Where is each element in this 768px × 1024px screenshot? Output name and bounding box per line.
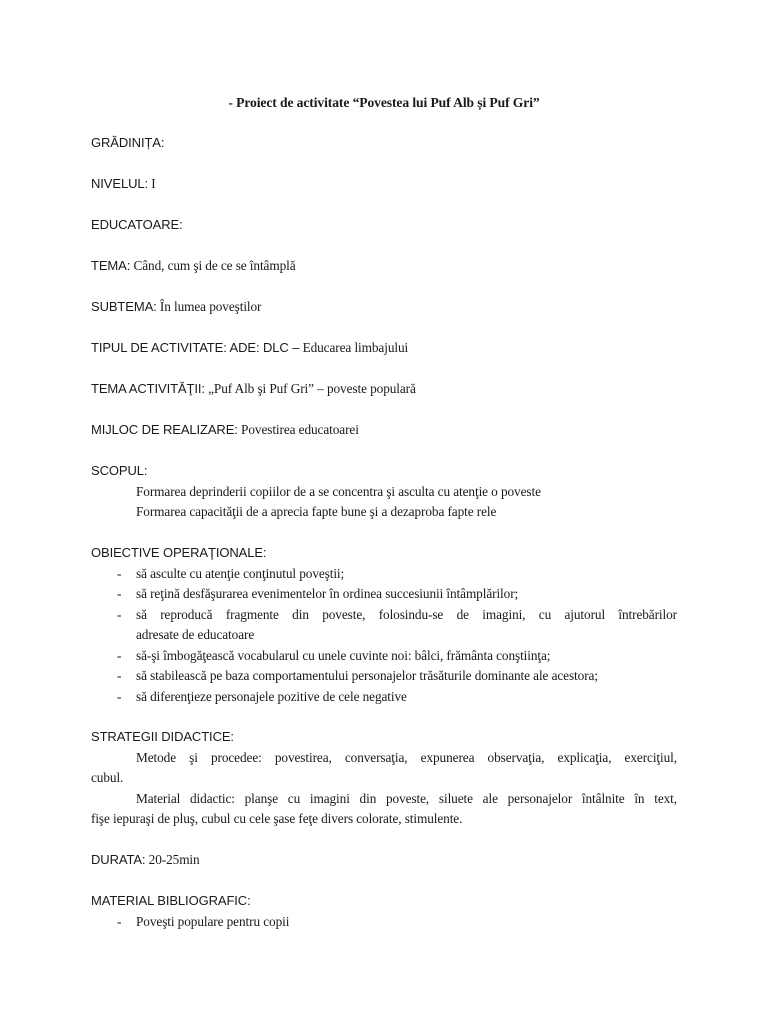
field-tema <box>91 258 296 274</box>
field-durata <box>91 852 200 868</box>
nivelul-value: I <box>151 176 156 191</box>
obiectiv-item: să diferenţieze personajele pozitive de cele negative <box>136 689 407 704</box>
tipul-activitate-label: TIPUL DE ACTIVITATE: ADE: DLC – <box>91 340 300 355</box>
obiectiv-item-line: să reproducă fragmente din poveste, folosindu-se de imagini, cu ajutorul întrebărilor <box>136 607 677 622</box>
nivelul-label: NIVELUL: <box>91 176 149 191</box>
tema-label: TEMA: <box>91 258 131 273</box>
scopul-heading <box>91 463 147 479</box>
tipul-activitate-value: Educarea limbajului <box>302 340 409 355</box>
bibliografic-heading <box>91 893 251 909</box>
obiectiv-item: să stabilească pe baza comportamentului personajelor trăsăturile dominante ale acestora; <box>136 668 598 683</box>
scopul-item: Formarea deprinderii copiilor de a se concentra şi asculta cu atenţie o poveste <box>136 484 541 499</box>
field-subtema <box>91 299 261 315</box>
obiectiv-item: să-şi îmbogăţească vocabularul cu unele cuvinte noi: bâlci, frământa conştiinţa; <box>136 648 551 663</box>
strategii-paragraph-line: fişe iepuraşi de pluş, cubul cu cele şase feţe divers colorate, stimulente. <box>91 811 463 826</box>
strategii-heading <box>91 729 234 745</box>
tema-activitatii-value: „Puf Alb şi Puf Gri” – poveste populară <box>208 381 416 396</box>
gradinita-label: GRĂDINIȚA: <box>91 135 165 150</box>
obiectiv-item: să reţină desfăşurarea evenimentelor în ordinea succesiunii întâmplărilor; <box>136 586 519 601</box>
durata-value: 20-25min <box>148 852 200 867</box>
scopul-item: Formarea capacităţii de a aprecia fapte bune şi a dezaproba fapte rele <box>136 504 497 519</box>
list-bullet: - <box>117 566 122 581</box>
field-nivelul <box>91 176 156 192</box>
tema-value: Când, cum şi de ce se întâmplă <box>133 258 296 273</box>
list-bullet: - <box>117 668 122 683</box>
subtema-value: În lumea poveştilor <box>159 299 262 314</box>
list-bullet: - <box>117 586 122 601</box>
tema-activitatii-label: TEMA ACTIVITĂŢII: <box>91 381 205 396</box>
scopul-label: SCOPUL: <box>91 463 148 478</box>
list-bullet: - <box>117 689 122 704</box>
obiective-heading <box>91 545 266 561</box>
strategii-paragraph-line: Material didactic: planşe cu imagini din poveste, siluete ale personajelor întâlnite în text, <box>136 791 677 806</box>
strategii-paragraph-line: Metode şi procedee: povestirea, conversaţia, expunerea observaţia, explicaţia, exerciţiul, <box>136 750 677 765</box>
field-gradinita <box>91 135 164 151</box>
strategii-paragraph-line: cubul. <box>91 770 124 785</box>
obiectiv-item-line: adresate de educatoare <box>136 627 255 642</box>
educatoare-label: EDUCATOARE: <box>91 217 183 232</box>
field-educatoare <box>91 217 183 233</box>
strategii-label: STRATEGII DIDACTICE: <box>91 729 234 744</box>
list-bullet: - <box>117 914 122 929</box>
mijloc-value: Povestirea educatoarei <box>241 422 359 437</box>
obiectiv-item: să asculte cu atenţie conţinutul poveştii; <box>136 566 345 581</box>
bibliografic-item: Poveşti populare pentru copii <box>136 914 290 929</box>
durata-label: DURATA: <box>91 852 146 867</box>
field-tema-activitatii <box>91 381 416 397</box>
list-bullet: - <box>117 648 122 663</box>
bibliografic-label: MATERIAL BIBLIOGRAFIC: <box>91 893 251 908</box>
mijloc-label: MIJLOC DE REALIZARE: <box>91 422 238 437</box>
subtema-label: SUBTEMA: <box>91 299 157 314</box>
field-mijloc <box>91 422 359 438</box>
list-bullet: - <box>117 607 122 622</box>
field-tipul-activitate <box>91 340 408 356</box>
obiective-label: OBIECTIVE OPERAŢIONALE: <box>91 545 267 560</box>
document-title: - Proiect de activitate “Povestea lui Puf Alb și Puf Gri” <box>228 95 540 110</box>
